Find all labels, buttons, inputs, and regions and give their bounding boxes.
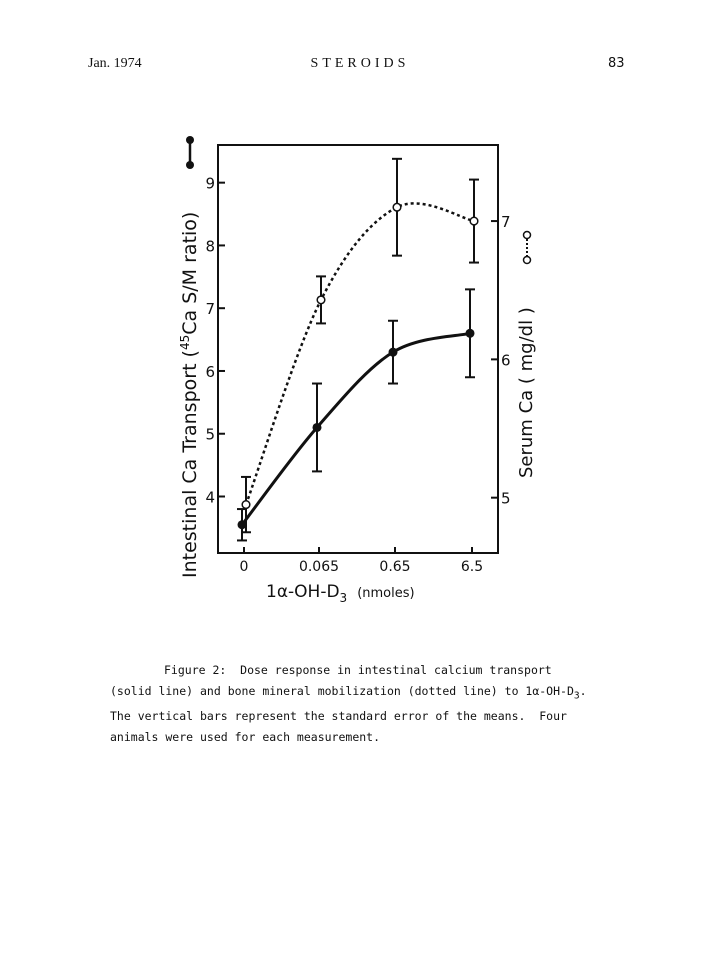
- right-tick-label: 7: [501, 213, 511, 232]
- x-tick-label: 0.65: [379, 559, 411, 575]
- x-tick-label: 0.065: [298, 559, 340, 575]
- page-number: 83: [608, 56, 625, 71]
- transport-curve: [242, 333, 470, 524]
- serum-data-point: [317, 296, 325, 304]
- left-tick-label: 5: [205, 425, 215, 444]
- transport-data-point: [238, 520, 247, 529]
- x-axis-label: [266, 582, 415, 605]
- caption-line-3: The vertical bars represent the standard error of the means. Four: [110, 709, 567, 724]
- left-axis-label-end: Ca S/M ratio): [179, 211, 201, 335]
- plot-frame: [218, 145, 498, 553]
- x-tick-label: 6.5: [460, 559, 484, 575]
- legend-open-circle-icon: [524, 232, 531, 264]
- journal-title: STEROIDS: [310, 56, 410, 71]
- x-axis-label-main: 1α-OH-D: [266, 582, 340, 602]
- right-axis-label: Serum Ca ( mg/dl ): [516, 307, 537, 478]
- x-axis-label-sub: 3: [339, 591, 348, 605]
- serum-data-point: [242, 501, 250, 509]
- left-tick-label: 9: [205, 174, 215, 193]
- transport-data-point: [313, 423, 322, 432]
- left-tick-label: 7: [205, 300, 215, 319]
- journal-date: Jan. 1974: [88, 56, 142, 71]
- serum-curve: [246, 203, 474, 504]
- caption-line-2-end: .: [579, 684, 587, 698]
- legend-filled-circle-icon: [186, 136, 194, 169]
- caption-line-4: animals were used for each measurement.: [110, 730, 381, 745]
- left-axis-label-main: Intestinal Ca Transport (: [179, 350, 201, 578]
- caption-line-1: Figure 2: Dose response in intestinal calcium transport: [164, 663, 552, 677]
- serum-data-point: [393, 203, 401, 211]
- transport-data-point: [389, 348, 398, 357]
- transport-data-point: [466, 329, 475, 338]
- right-tick-label: 6: [501, 351, 511, 370]
- x-axis-label-unit: (nmoles): [357, 586, 415, 601]
- left-tick-label: 6: [205, 362, 215, 381]
- caption-line-2-sub: 3: [573, 690, 580, 702]
- figure-caption: [110, 660, 670, 748]
- left-tick-label: 4: [205, 488, 215, 507]
- left-axis-label-sup: 45: [178, 334, 192, 351]
- left-axis-label: [178, 212, 201, 578]
- serum-data-point: [470, 217, 478, 225]
- left-tick-label: 8: [205, 237, 215, 256]
- caption-line-2: (solid line) and bone mineral mobilization (dotted line) to 1α-OH-D: [110, 684, 574, 698]
- right-tick-label: 5: [501, 489, 511, 508]
- x-tick-label: 0: [239, 559, 249, 575]
